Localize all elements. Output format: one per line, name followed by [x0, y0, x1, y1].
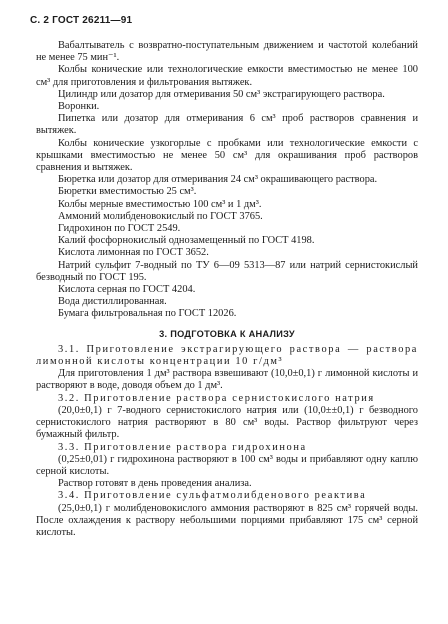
equipment-item: Пипетка или дозатор для отмеривания 6 см³ проб растворов сравнения и вытяжек.	[36, 113, 418, 137]
equipment-item: Кислота серная по ГОСТ 4204.	[58, 284, 196, 296]
equipment-item: Бумага фильтровальная по ГОСТ 12026.	[58, 308, 237, 320]
section-title: 3. ПОДГОТОВКА К АНАЛИЗУ	[159, 328, 295, 339]
equipment-item: Кислота лимонная по ГОСТ 3652.	[58, 247, 209, 259]
equipment-item: Натрий сульфит 7-водный по ТУ 6—09 5313—87 или натрий сернистокислый безводный по ГОСТ 195.	[36, 259, 418, 283]
document-body	[36, 40, 418, 539]
page-header: С. 2 ГОСТ 26211—91	[30, 15, 133, 26]
equipment-item: Вода дистиллированная.	[58, 296, 167, 308]
equipment-item: Цилиндр или дозатор для отмеривания 50 см³ экстрагирующего раствора.	[58, 88, 385, 100]
equipment-item: Гидрохинон по ГОСТ 2549.	[58, 223, 181, 235]
equipment-item: Бюретка или дозатор для отмеривания 24 см³ окрашивающего раствора.	[58, 174, 378, 186]
subsection-3-1-title: 3.1. Приготовление экстрагирующего раствора — раствора лимонной кислоты концентрации 10 г/дм³	[36, 343, 418, 368]
equipment-item: Колбы конические узкогорлые с пробками или технологические емкости с крышками вместимостью не менее 50 см³ для окрашивания проб растворов сравнения и вытяжек.	[36, 137, 418, 174]
equipment-list	[36, 40, 418, 321]
equipment-item: Колбы конические или технологические емкости вместимостью не менее 100 см³ для приготовления и фильтрования вытяжек.	[36, 64, 418, 88]
equipment-item: Воронки.	[58, 101, 100, 113]
equipment-item: Бюретки вместимостью 25 см³.	[58, 186, 197, 198]
equipment-item: Вабалтыватель с возвратно-поступательным движением и частотой колебаний не менее 75 мин⁻¹.	[36, 40, 418, 64]
subsection-3-4-text: (25,0±0,1) г молибденовокислого аммония растворяют в 825 см³ горячей воды. После охлаждения к раствору небольшими порциями прибавляют 175 см³ серной кислоты.	[36, 502, 418, 538]
subsection-3-4-title: 3.4. Приготовление сульфатмолибденового реактива	[58, 490, 367, 502]
subsection-3-1-text: Для приготовления 1 дм³ раствора взвешивают (10,0±0,1) г лимонной кислоты и растворяют в воде, доводя объем до 1 дм³.	[36, 368, 418, 392]
equipment-item: Калий фосфорнокислый однозамещенный по ГОСТ 4198.	[58, 235, 315, 247]
equipment-item: Аммоний молибденовокислый по ГОСТ 3765.	[58, 210, 263, 222]
subsection-3-2-title: 3.2. Приготовление раствора сернистокислого натрия	[58, 392, 375, 404]
equipment-item: Колбы мерные вместимостью 100 см³ и 1 дм³.	[58, 198, 262, 210]
subsection-3-3-title: 3.3. Приготовление раствора гидрохинона	[58, 441, 307, 453]
subsection-3-3-text: (0,25±0,01) г гидрохинона растворяют в 100 см³ воды и прибавляют одну каплю серной кислоты.	[36, 453, 418, 477]
subsection-3-3-note: Раствор готовят в день проведения анализа.	[58, 478, 252, 490]
subsection-3-2-text: (20,0±0,1) г 7-водного сернистокислого натрия или (10,0±±0,1) г безводного сернистокислого натрия растворяют в 80 см³ воды. Раствор фильтруют через бумажный фильтр.	[36, 404, 418, 441]
